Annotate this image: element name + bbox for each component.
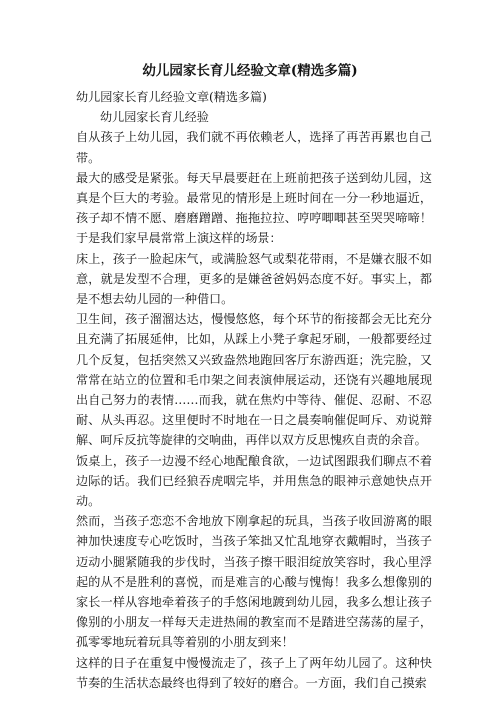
paragraph: 卫生间，孩子溜溜达达，慢慢悠悠，每个环节的衔接都会无比充分且充满了拓展延伸，比如，从踩上小凳子拿起牙刷，一般都要经过几个反复，包括突然又兴致盎然地跑回客厅东游西逛；洗完脸，又常常在站立的位置和毛巾架之间表演伸展运动，还饶有兴趣地展现出自己努力的表情……而我，就在焦灼中等待、催促、忍耐、不忍耐、从头再忍。这里便时不时地在一日之晨奏响催促呵斥、劝说辩解、呵斥反抗等旋律的交响曲，再伴以双方反思愧疚自责的余音。 [76,312,432,448]
document-body [76,87,432,693]
paragraph: 最大的感受是紧张。每天早晨要赶在上班前把孩子送到幼儿园，这真是个巨大的考验。最常见的情形是上班时间在一分一秒地逼近，孩子却不情不愿、磨磨蹭蹭、拖拖拉拉、哼哼唧唧甚至哭哭啼啼！于是我们家早晨常常上演这样的场景： [76,170,432,246]
document-title: 幼儿园家长育儿经验文章(精选多篇) [142,63,358,79]
paragraph-heading: 幼儿园家长育儿经验文章(精选多篇) [76,90,267,104]
paragraph-subheading: 幼儿园家长育儿经验 [100,110,209,125]
paragraph: 床上，孩子一脸起床气，或满脸怒气或梨花带雨，不是嫌衣服不如意，就是发型不合理，更多的是嫌爸爸妈妈态度不好。事实上，都是不想去幼儿园的一种借口。 [76,251,432,307]
paragraph: 自从孩子上幼儿园，我们就不再依赖老人，选择了再苦再累也自己带。 [76,130,432,165]
paragraph: 这样的日子在重复中慢慢流走了，孩子上了两年幼儿园了。这种快节奏的生活状态最终也得到了较好的磨合。一方面，我们自己摸索 [76,655,432,690]
paragraph: 饭桌上，孩子一边漫不经心地配酿食欲，一边试图跟我们聊点不着边际的话。我们已经狼吞虎咽完毕，并用焦急的眼神示意她快点开动。 [76,453,432,509]
paragraph: 然而，当孩子恋恋不舍地放下刚拿起的玩具，当孩子收回游离的眼神加快速度专心吃饭时，当孩子笨拙又忙乱地穿衣戴帽时，当孩子迈动小腿紧随我的步伐时，当孩子擦干眼泪绽放笑容时，我心里浮起的从不是胜利的喜悦，而是难言的心酸与愧悔！我多么想像别的家长一样从容地牵着孩子的手悠闲地踱到幼儿园，我多么想让孩子像别的小朋友一样每天走进热闹的教室而不是踏进空荡荡的屋子，孤零零地玩着玩具等着别的小朋友到来！ [76,514,432,650]
